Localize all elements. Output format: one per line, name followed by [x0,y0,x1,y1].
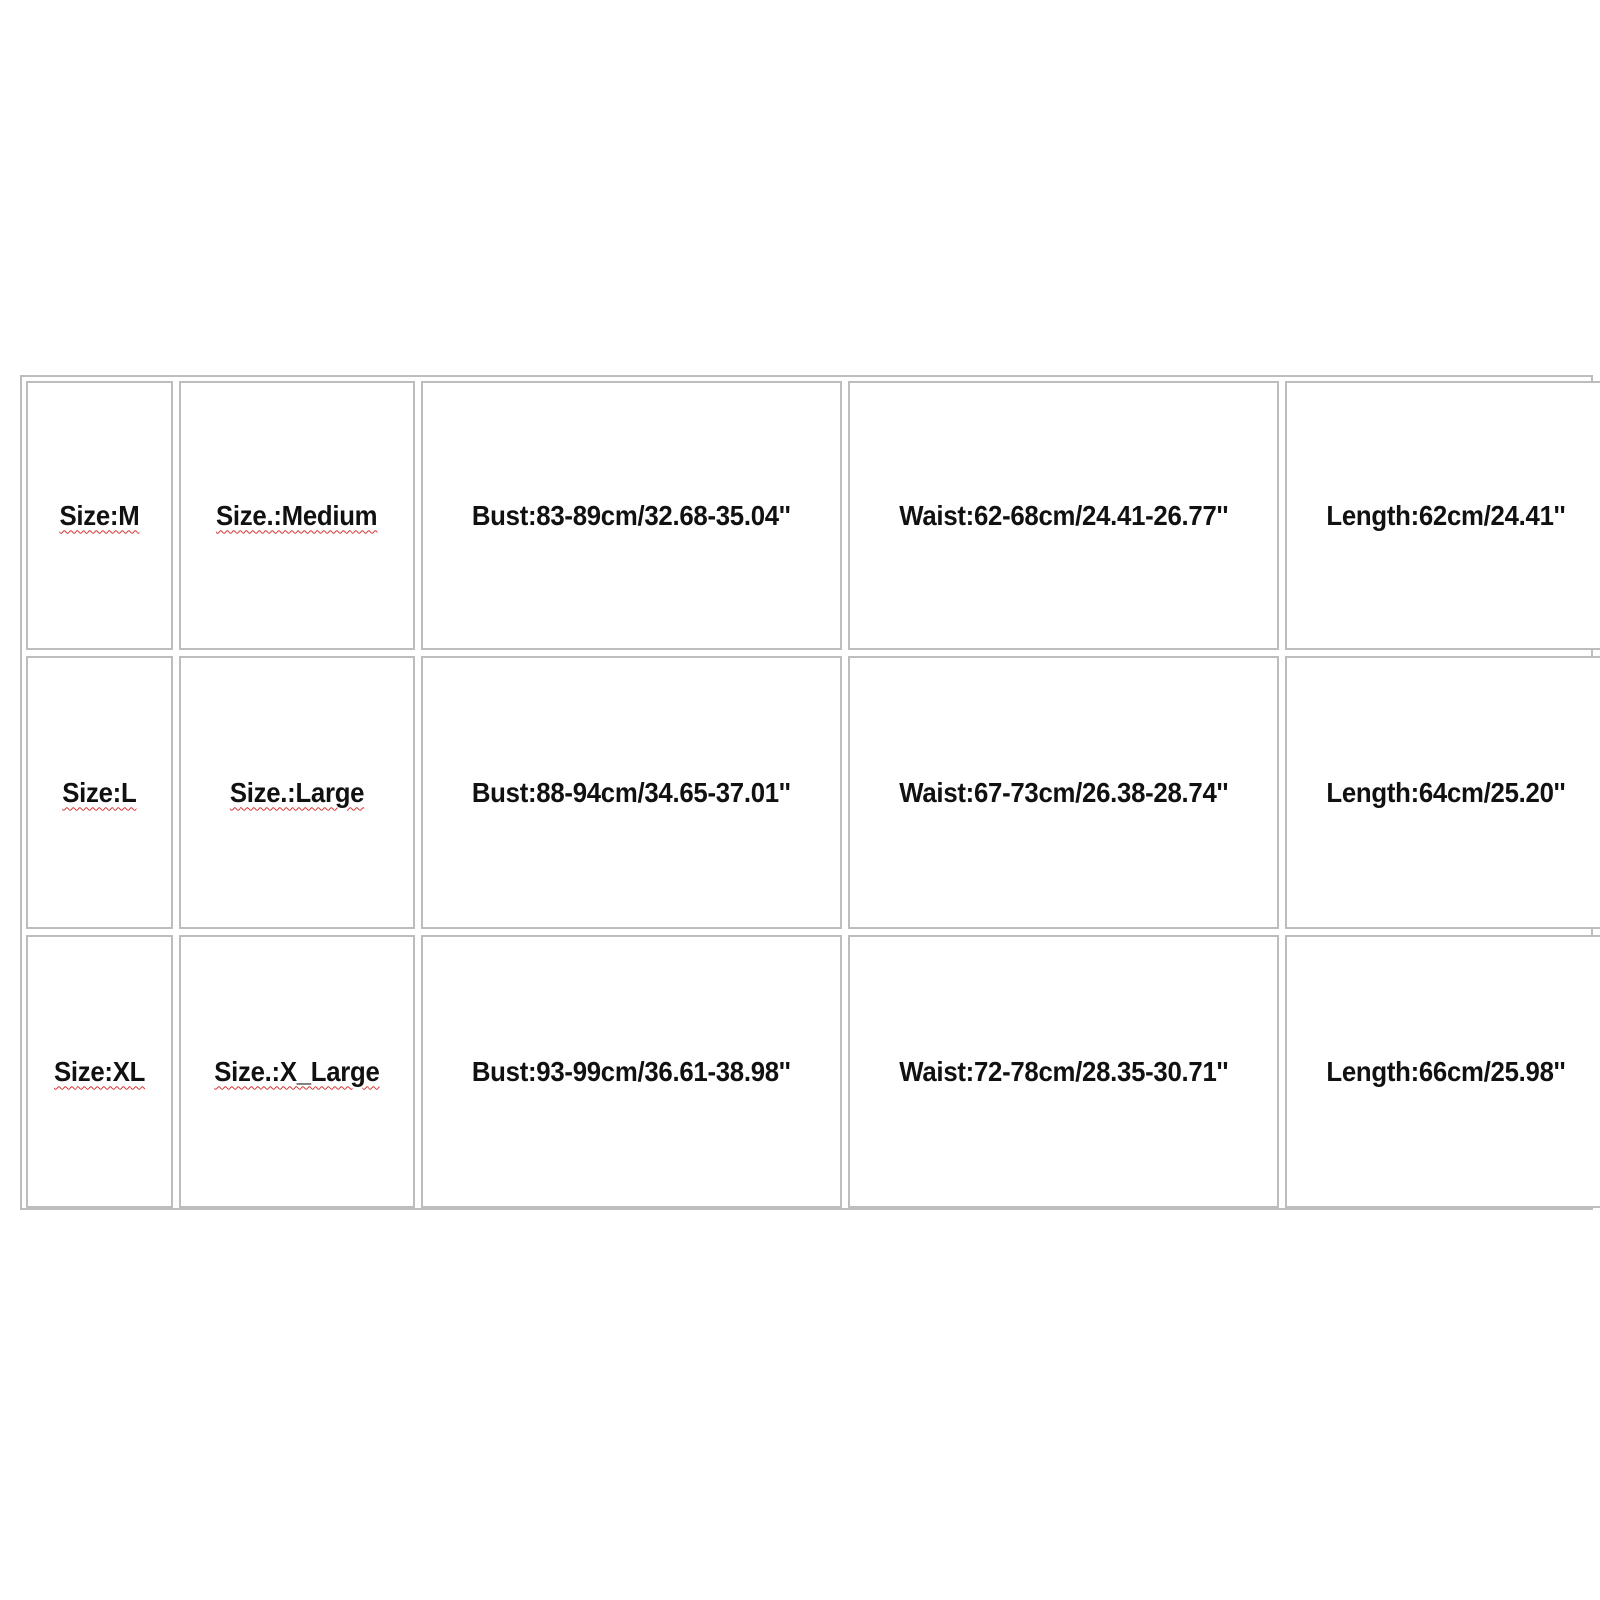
table-cell-size [26,656,173,929]
table-cell-size [26,935,173,1208]
waist-measurement: Waist:72-78cm/28.35-30.71'' [899,1055,1228,1087]
length-measurement: Length:66cm/25.98'' [1326,1055,1565,1087]
waist-measurement: Waist:62-68cm/24.41-26.77'' [899,499,1228,531]
table-cell-waist [848,381,1279,650]
bust-measurement: Bust:88-94cm/34.65-37.01'' [472,776,791,808]
size-name-label: Size.:X_Large [214,1055,380,1087]
table-cell-size-name [179,935,415,1208]
table-cell-waist [848,935,1279,1208]
table-cell-length [1285,381,1600,650]
length-measurement: Length:62cm/24.41'' [1326,499,1565,531]
length-measurement: Length:64cm/25.20'' [1326,776,1565,808]
table-cell-bust [421,381,842,650]
size-name-label: Size.:Large [229,776,365,808]
table-cell-size-name [179,381,415,650]
size-label: Size:M [59,499,140,531]
size-chart-table [20,375,1593,1210]
waist-measurement: Waist:67-73cm/26.38-28.74'' [899,776,1228,808]
table-cell-length [1285,656,1600,929]
size-label: Size:XL [53,1055,146,1087]
table-cell-length [1285,935,1600,1208]
table-cell-waist [848,656,1279,929]
table-cell-bust [421,935,842,1208]
size-label: Size:L [62,776,137,808]
size-name-label: Size.:Medium [216,499,378,531]
table-cell-bust [421,656,842,929]
bust-measurement: Bust:83-89cm/32.68-35.04'' [472,499,791,531]
bust-measurement: Bust:93-99cm/36.61-38.98'' [472,1055,791,1087]
table-cell-size-name [179,656,415,929]
table-cell-size [26,381,173,650]
